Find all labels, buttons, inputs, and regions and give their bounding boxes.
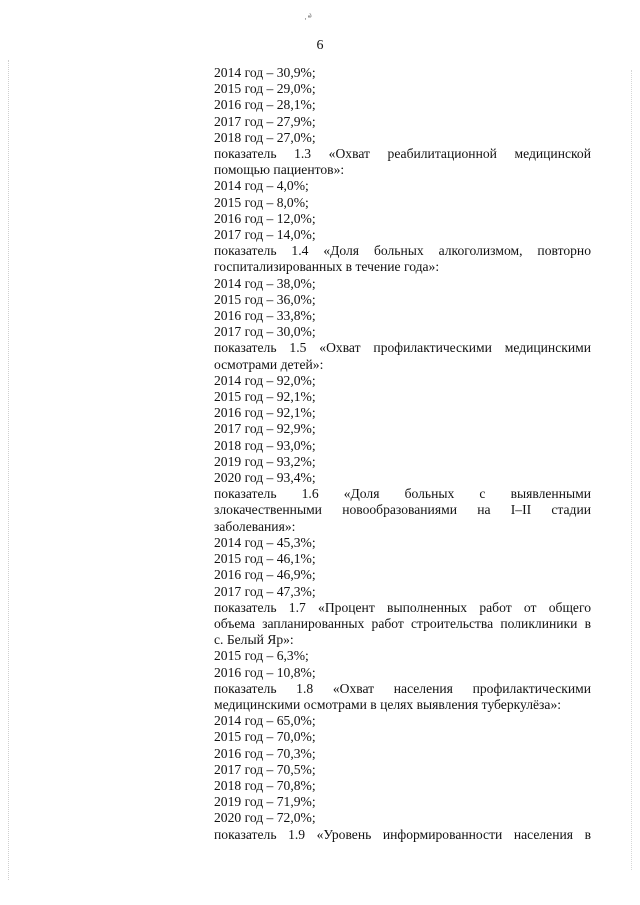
text-line: 2018 год – 70,8%; <box>214 777 316 793</box>
text-line: 2017 год – 92,9%; <box>214 421 316 437</box>
text-line: 2015 год – 29,0%; <box>214 81 316 97</box>
text-line: 2020 год – 72,0%; <box>214 810 316 826</box>
indicator-heading: показатель 1.4 «Доля больных алкоголизмом, повторно <box>214 243 591 259</box>
text-line: 2014 год – 45,3%; <box>214 534 316 550</box>
text-line: 2014 год – 92,0%; <box>214 372 316 388</box>
text-line: 2018 год – 27,0%; <box>214 129 316 145</box>
page-number: 6 <box>316 38 324 53</box>
text-line: 2016 год – 70,3%; <box>214 745 316 761</box>
indicator-heading: показатель 1.7 «Процент выполненных работ от общего <box>214 599 591 615</box>
document-body <box>214 65 591 843</box>
text-line: 2016 год – 10,8%; <box>214 664 316 680</box>
text-line: злокачественными новообразованиями на I–II стадии <box>214 502 591 518</box>
indicator-heading: показатель 1.3 «Охват реабилитационной медицинской <box>214 146 591 162</box>
text-line: 2014 год – 38,0%; <box>214 275 316 291</box>
text-line: 2016 год – 33,8%; <box>214 308 316 324</box>
text-line: объема запланированных работ строительства поликлиники в <box>214 615 591 631</box>
text-line: 2017 год – 70,5%; <box>214 761 316 777</box>
text-line: помощью пациентов»: <box>214 162 345 178</box>
text-line: 2017 год – 47,3%; <box>214 583 316 599</box>
text-line: с. Белый Яр»: <box>214 632 294 648</box>
indicator-heading: показатель 1.5 «Охват профилактическими медицинскими <box>214 340 591 356</box>
indicator-heading: показатель 1.6 «Доля больных с выявленными <box>214 486 591 502</box>
text-line: 2016 год – 46,9%; <box>214 567 316 583</box>
text-line: 2015 год – 70,0%; <box>214 729 316 745</box>
text-line: 2014 год – 4,0%; <box>214 178 309 194</box>
text-line: 2016 год – 12,0%; <box>214 210 316 226</box>
text-line: 2015 год – 92,1%; <box>214 389 316 405</box>
text-line: 2020 год – 93,4%; <box>214 470 316 486</box>
text-line: 2018 год – 93,0%; <box>214 437 316 453</box>
text-line: 2014 год – 30,9%; <box>214 65 316 80</box>
text-line: 2016 год – 28,1%; <box>214 97 316 113</box>
text-line: осмотрами детей»: <box>214 356 324 372</box>
scan-edge-right <box>631 70 634 870</box>
text-line: 2017 год – 14,0%; <box>214 227 316 243</box>
text-line: 2014 год – 65,0%; <box>214 713 316 729</box>
text-line: 2017 год – 27,9%; <box>214 113 316 129</box>
text-line: госпитализированных в течение года»: <box>214 259 440 275</box>
text-line: 2015 год – 46,1%; <box>214 551 316 567</box>
text-line: 2015 год – 36,0%; <box>214 291 316 307</box>
indicator-heading: показатель 1.9 «Уровень информированности населения в <box>214 826 591 842</box>
text-line: 2015 год – 8,0%; <box>214 194 309 210</box>
indicator-heading: показатель 1.8 «Охват населения профилактическими <box>214 680 591 696</box>
text-line: 2019 год – 93,2%; <box>214 453 316 469</box>
text-line: 2019 год – 71,9%; <box>214 794 316 810</box>
scan-mark: ·‴̀ <box>304 14 313 24</box>
text-line: 2015 год – 6,3%; <box>214 648 309 664</box>
scan-edge-left <box>8 60 11 880</box>
text-line: медицинскими осмотрами в целях выявления туберкулёза»: <box>214 696 562 712</box>
text-line: заболевания»: <box>214 518 296 534</box>
text-line: 2016 год – 92,1%; <box>214 405 316 421</box>
text-line: 2017 год – 30,0%; <box>214 324 316 340</box>
